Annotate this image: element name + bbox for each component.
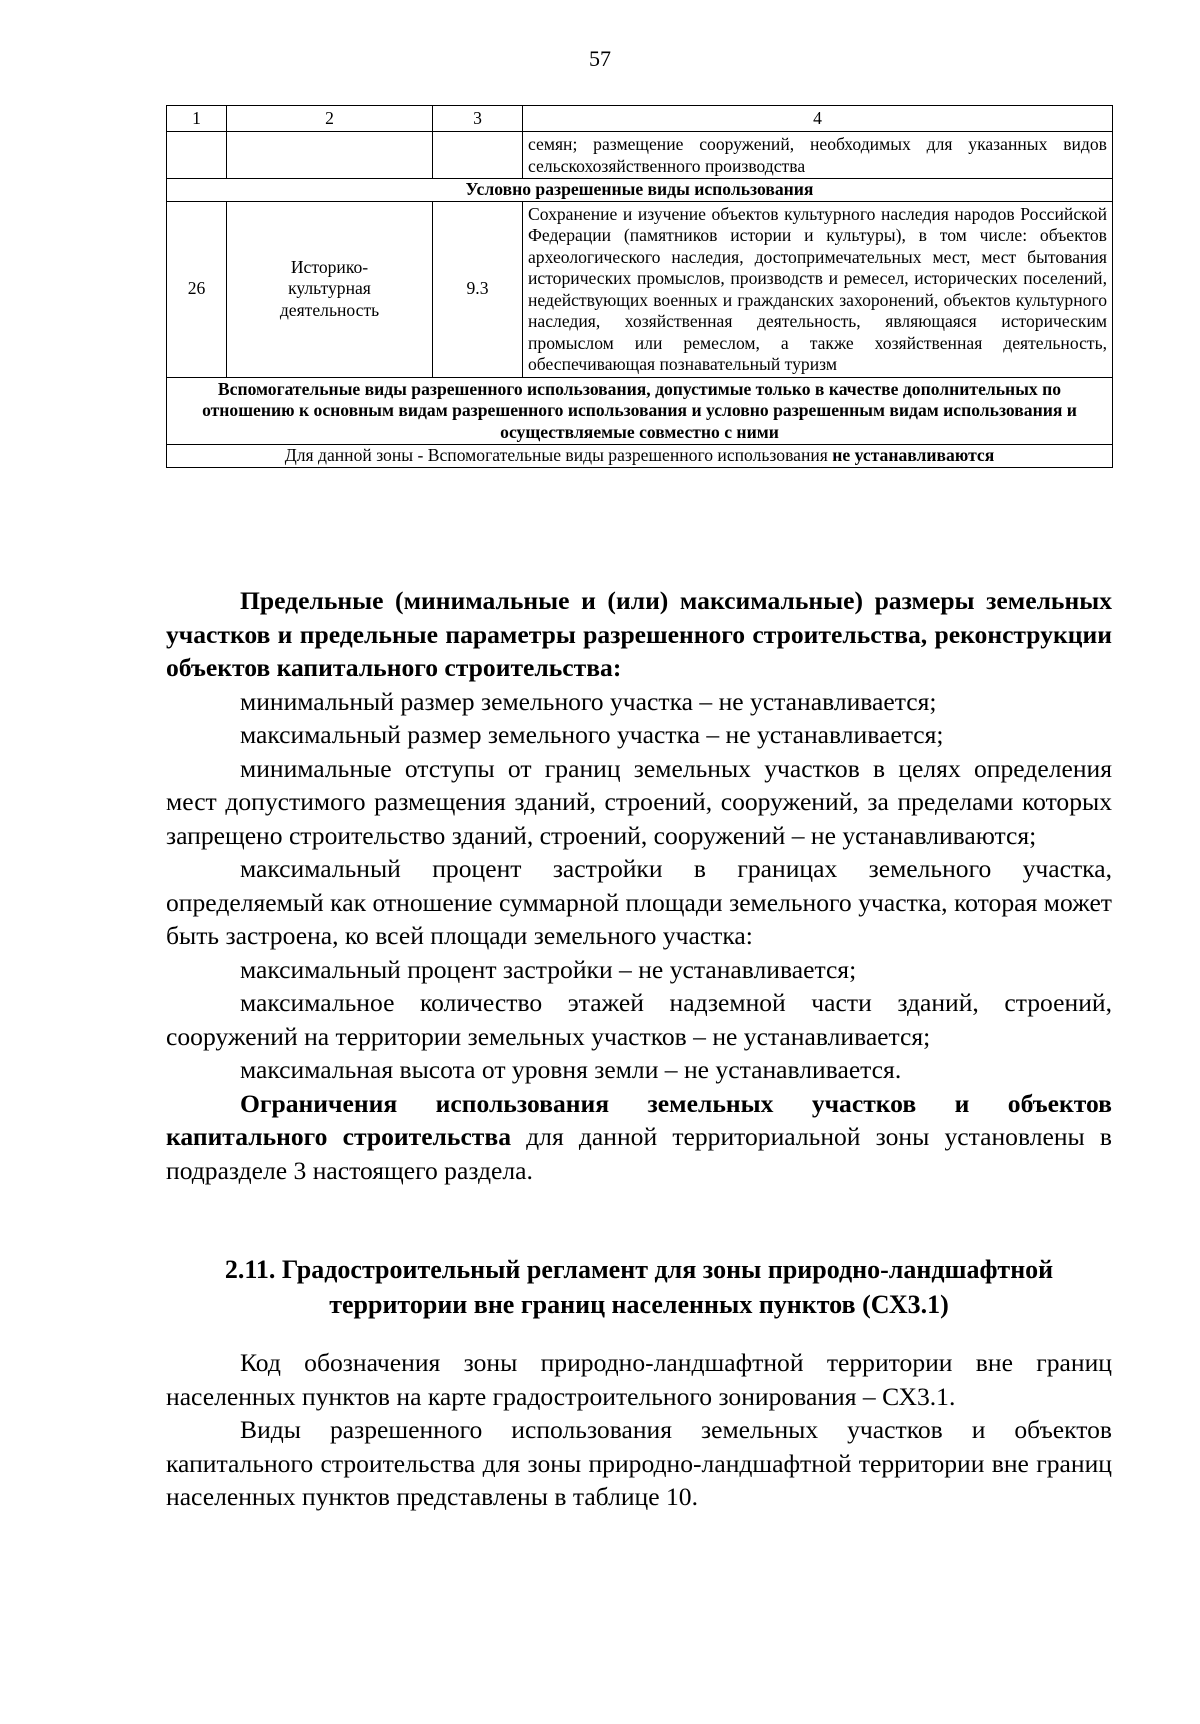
limit-min-area: минимальный размер земельного участка – не устанавливается;	[240, 686, 937, 716]
restrictions-paragraph	[166, 1087, 1112, 1188]
column-header-1: 1	[167, 106, 227, 132]
use-description: Сохранение и изучение объектов культурного наследия народов Российской Федерации (памятников истории и культуры), в том числе: объектов археологического наследия, достопримечательных мест, мест бытования исторических промыслов, производств и ремесел, исторических поселений, недействующих военных и гражданских захоронений, объектов культурного наследия, хозяйственная деятельность, являющаяся историческим промыслом или ремеслом, а также хозяйственная деятельность, обеспечивающая познавательный туризм	[523, 201, 1113, 377]
zone-description	[166, 1346, 1112, 1514]
column-header-2: 2	[227, 106, 433, 132]
limit-floors: максимальное количество этажей надземной части зданий, строений, сооружений на территории земельных участков – не устанавливается;	[166, 988, 1112, 1051]
section-heading	[166, 1252, 1112, 1322]
use-name	[227, 201, 433, 377]
limits-section	[166, 584, 1112, 1187]
conditional-uses-heading: Условно разрешенные виды использования	[167, 179, 1113, 202]
limit-setbacks: минимальные отступы от границ земельных участков в целях определения мест допустимого размещения зданий, строений, сооружений, за пределами которых запрещено строительство зданий, строений, сооружений – не устанавливаются;	[166, 753, 1112, 850]
table-row-continuation	[167, 132, 1113, 179]
restrictions-rest: для данной территориальной зоны установлены в подразделе 3 настоящего раздела.	[166, 1122, 1112, 1185]
use-name-line-3: деятельность	[279, 299, 380, 320]
use-name-line-2: культурная	[288, 278, 371, 299]
auxiliary-uses-note	[167, 445, 1113, 468]
use-name-line-1: Историко-	[290, 256, 369, 277]
limits-heading: Предельные (минимальные и (или) максимальные) размеры земельных участков и предельные параметры разрешенного строительства, реконструкции объектов капитального строительства:	[166, 586, 1112, 682]
page-number: 57	[589, 46, 611, 71]
section-heading-line-2: территории вне границ населенных пунктов (СХ3.1)	[329, 1290, 949, 1319]
table-header-row	[167, 106, 1113, 132]
limit-coverage-definition: максимальный процент застройки в границах земельного участка, определяемый как отношение суммарной площади земельного участка, которая может быть застроена, ко всей площади земельного участка:	[166, 854, 1112, 950]
restrictions-bold: Ограничения использования земельных участков и объектов капитального строительства	[166, 1088, 1112, 1151]
continuation-cell: семян; размещение сооружений, необходимых для указанных видов сельскохозяйственного производства	[523, 132, 1113, 179]
auxiliary-note-text: Для данной зоны - Вспомогательные виды разрешенного использования	[284, 445, 833, 465]
table-row	[167, 201, 1113, 377]
auxiliary-uses-heading-row	[167, 377, 1113, 445]
zone-code-paragraph: Код обозначения зоны природно-ландшафтной территории вне границ населенных пунктов на карте градостроительного зонирования – СХ3.1.	[166, 1348, 1112, 1411]
auxiliary-note-bold: не устанавливаются	[832, 445, 995, 465]
permitted-use-table	[166, 105, 1113, 468]
zone-uses-paragraph: Виды разрешенного использования земельных участков и объектов капитального строительства для зоны природно-ландшафтной территории вне границ населенных пунктов представлены в таблице 10.	[166, 1415, 1112, 1511]
section-heading-line-1: 2.11. Градостроительный регламент для зоны природно-ландшафтной	[224, 1255, 1054, 1284]
use-code: 9.3	[433, 201, 523, 377]
conditional-uses-heading-row	[167, 179, 1113, 202]
row-number: 26	[167, 201, 227, 377]
auxiliary-uses-note-row	[167, 445, 1113, 468]
limit-height: максимальная высота от уровня земли – не устанавливается.	[240, 1055, 902, 1084]
limit-coverage: максимальный процент застройки – не устанавливается;	[240, 954, 857, 984]
limit-max-area: максимальный размер земельного участка – не устанавливается;	[240, 720, 944, 749]
column-header-4: 4	[523, 106, 1113, 132]
column-header-3: 3	[433, 106, 523, 132]
auxiliary-uses-heading: Вспомогательные виды разрешенного использования, допустимые только в качестве дополнительных по отношению к основным видам разрешенного использования и условно разрешенным видам использования и осуществляемые совместно с ними	[167, 377, 1113, 445]
